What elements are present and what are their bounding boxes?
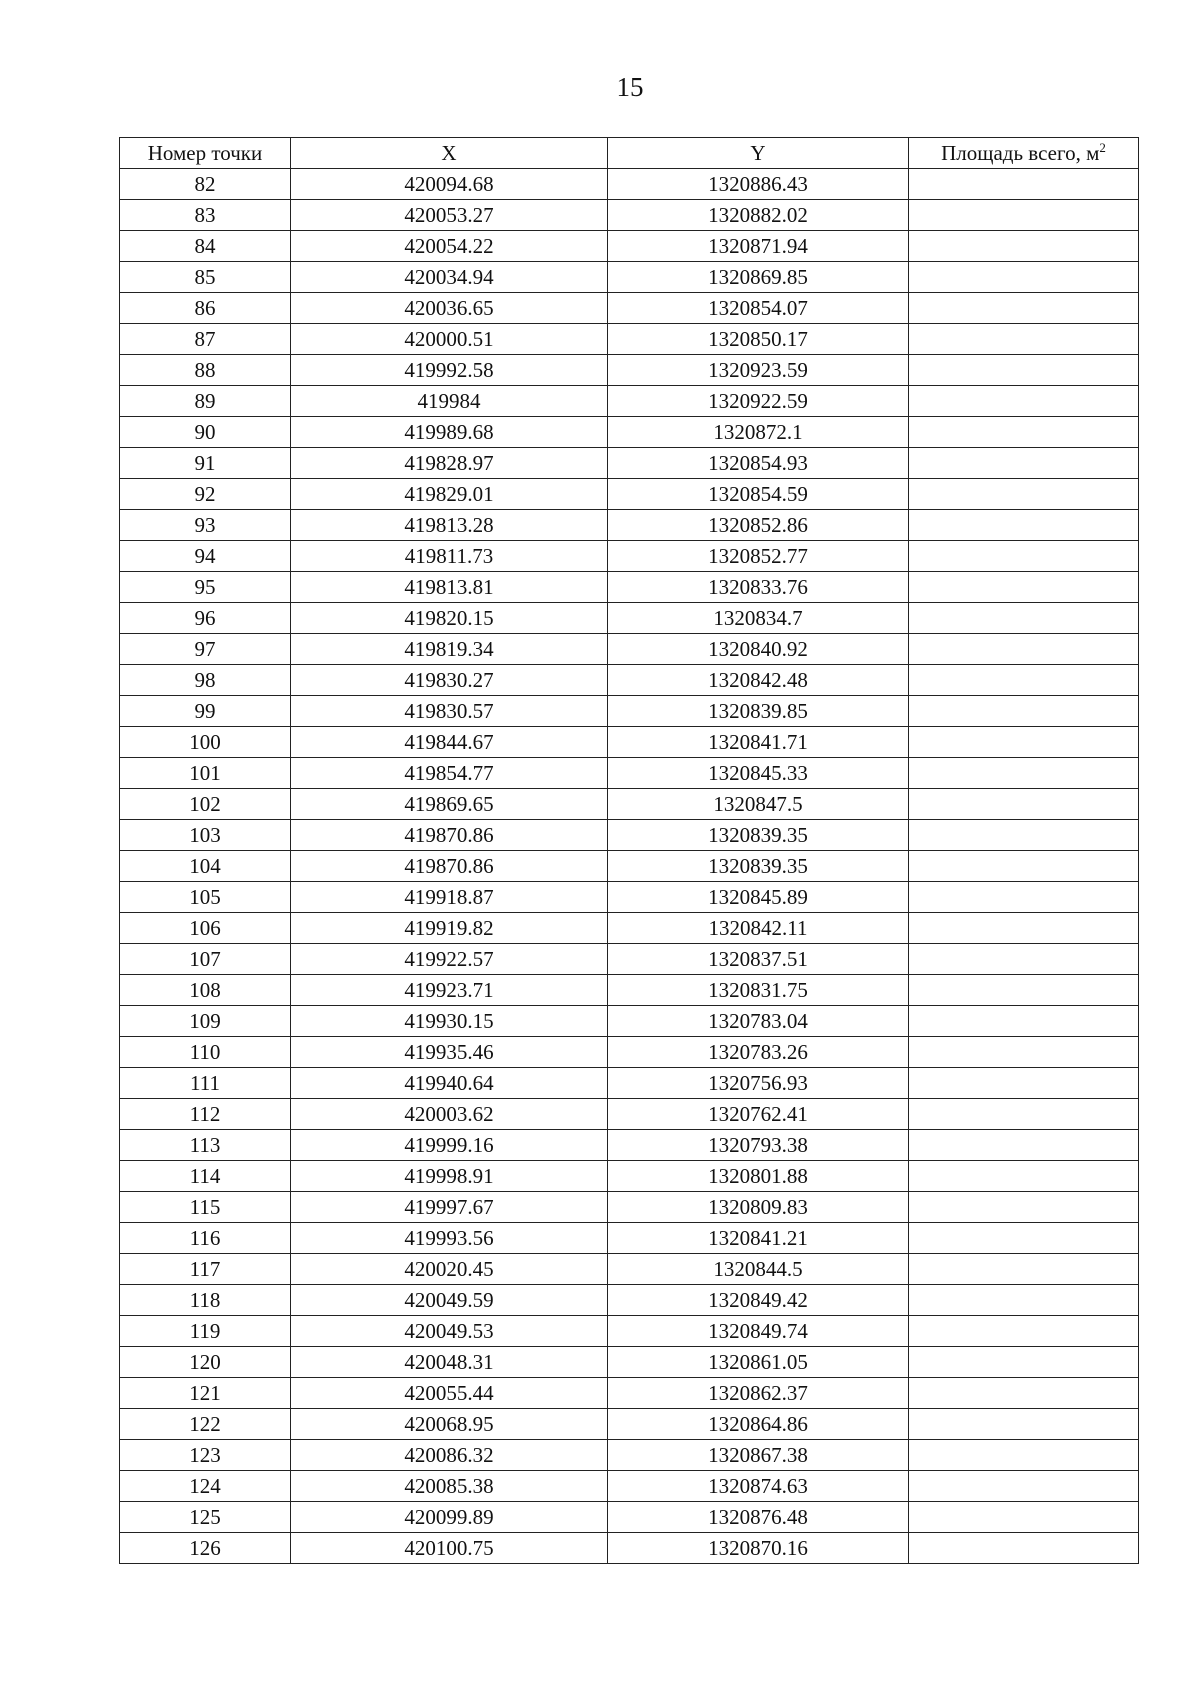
y-cell: 1320849.74 — [608, 1316, 909, 1347]
y-cell: 1320837.51 — [608, 944, 909, 975]
table-row — [120, 262, 1139, 293]
x-cell: 419830.27 — [291, 665, 608, 696]
header-area-label: Площадь всего, м — [941, 141, 1100, 165]
y-cell: 1320876.48 — [608, 1502, 909, 1533]
y-cell: 1320783.04 — [608, 1006, 909, 1037]
x-cell: 419984 — [291, 386, 608, 417]
table-row — [120, 789, 1139, 820]
y-cell: 1320861.05 — [608, 1347, 909, 1378]
table-row — [120, 572, 1139, 603]
point-number-cell: 90 — [120, 417, 291, 448]
table-row — [120, 1130, 1139, 1161]
area-cell — [909, 448, 1139, 479]
area-cell — [909, 1440, 1139, 1471]
y-cell: 1320871.94 — [608, 231, 909, 262]
y-cell: 1320850.17 — [608, 324, 909, 355]
table-row — [120, 665, 1139, 696]
table-row — [120, 1161, 1139, 1192]
area-cell — [909, 1192, 1139, 1223]
table-header-row — [120, 138, 1139, 169]
y-cell: 1320833.76 — [608, 572, 909, 603]
x-cell: 419813.81 — [291, 572, 608, 603]
point-number-cell: 102 — [120, 789, 291, 820]
header-x: X — [291, 138, 608, 169]
area-cell — [909, 1285, 1139, 1316]
coordinates-table — [119, 137, 1139, 1564]
x-cell: 419998.91 — [291, 1161, 608, 1192]
point-number-cell: 84 — [120, 231, 291, 262]
point-number-cell: 89 — [120, 386, 291, 417]
point-number-cell: 95 — [120, 572, 291, 603]
y-cell: 1320869.85 — [608, 262, 909, 293]
table-row — [120, 417, 1139, 448]
area-cell — [909, 541, 1139, 572]
y-cell: 1320841.71 — [608, 727, 909, 758]
table-row — [120, 975, 1139, 1006]
x-cell: 420053.27 — [291, 200, 608, 231]
area-cell — [909, 603, 1139, 634]
point-number-cell: 86 — [120, 293, 291, 324]
point-number-cell: 112 — [120, 1099, 291, 1130]
x-cell: 420085.38 — [291, 1471, 608, 1502]
point-number-cell: 97 — [120, 634, 291, 665]
area-cell — [909, 231, 1139, 262]
x-cell: 419870.86 — [291, 851, 608, 882]
area-cell — [909, 1471, 1139, 1502]
y-cell: 1320839.85 — [608, 696, 909, 727]
y-cell: 1320845.33 — [608, 758, 909, 789]
x-cell: 419918.87 — [291, 882, 608, 913]
point-number-cell: 101 — [120, 758, 291, 789]
header-area — [909, 138, 1139, 169]
area-cell — [909, 851, 1139, 882]
x-cell: 419940.64 — [291, 1068, 608, 1099]
table-row — [120, 1409, 1139, 1440]
area-cell — [909, 417, 1139, 448]
point-number-cell: 87 — [120, 324, 291, 355]
y-cell: 1320854.93 — [608, 448, 909, 479]
x-cell: 419923.71 — [291, 975, 608, 1006]
area-cell — [909, 758, 1139, 789]
y-cell: 1320923.59 — [608, 355, 909, 386]
y-cell: 1320842.48 — [608, 665, 909, 696]
area-cell — [909, 169, 1139, 200]
y-cell: 1320872.1 — [608, 417, 909, 448]
point-number-cell: 98 — [120, 665, 291, 696]
x-cell: 419992.58 — [291, 355, 608, 386]
x-cell: 419919.82 — [291, 913, 608, 944]
x-cell: 419854.77 — [291, 758, 608, 789]
area-cell — [909, 665, 1139, 696]
x-cell: 420048.31 — [291, 1347, 608, 1378]
x-cell: 419819.34 — [291, 634, 608, 665]
x-cell: 420020.45 — [291, 1254, 608, 1285]
table-row — [120, 758, 1139, 789]
y-cell: 1320922.59 — [608, 386, 909, 417]
y-cell: 1320864.86 — [608, 1409, 909, 1440]
point-number-cell: 117 — [120, 1254, 291, 1285]
x-cell: 419820.15 — [291, 603, 608, 634]
table-row — [120, 355, 1139, 386]
y-cell: 1320845.89 — [608, 882, 909, 913]
point-number-cell: 111 — [120, 1068, 291, 1099]
table-row — [120, 1068, 1139, 1099]
table-row — [120, 1285, 1139, 1316]
area-cell — [909, 355, 1139, 386]
table-row — [120, 1316, 1139, 1347]
x-cell: 419930.15 — [291, 1006, 608, 1037]
area-cell — [909, 479, 1139, 510]
area-cell — [909, 1533, 1139, 1564]
table-row — [120, 448, 1139, 479]
x-cell: 419997.67 — [291, 1192, 608, 1223]
x-cell: 420036.65 — [291, 293, 608, 324]
table-row — [120, 882, 1139, 913]
point-number-cell: 108 — [120, 975, 291, 1006]
area-cell — [909, 1099, 1139, 1130]
area-cell — [909, 324, 1139, 355]
y-cell: 1320840.92 — [608, 634, 909, 665]
table-row — [120, 696, 1139, 727]
y-cell: 1320844.5 — [608, 1254, 909, 1285]
y-cell: 1320874.63 — [608, 1471, 909, 1502]
area-cell — [909, 1037, 1139, 1068]
area-cell — [909, 913, 1139, 944]
y-cell: 1320854.59 — [608, 479, 909, 510]
point-number-cell: 106 — [120, 913, 291, 944]
point-number-cell: 114 — [120, 1161, 291, 1192]
table-row — [120, 1378, 1139, 1409]
area-cell — [909, 510, 1139, 541]
point-number-cell: 116 — [120, 1223, 291, 1254]
point-number-cell: 94 — [120, 541, 291, 572]
x-cell: 420068.95 — [291, 1409, 608, 1440]
point-number-cell: 83 — [120, 200, 291, 231]
y-cell: 1320842.11 — [608, 913, 909, 944]
point-number-cell: 103 — [120, 820, 291, 851]
x-cell: 420049.59 — [291, 1285, 608, 1316]
point-number-cell: 92 — [120, 479, 291, 510]
x-cell: 420086.32 — [291, 1440, 608, 1471]
y-cell: 1320852.86 — [608, 510, 909, 541]
table-row — [120, 1192, 1139, 1223]
point-number-cell: 119 — [120, 1316, 291, 1347]
x-cell: 419869.65 — [291, 789, 608, 820]
y-cell: 1320793.38 — [608, 1130, 909, 1161]
point-number-cell: 82 — [120, 169, 291, 200]
point-number-cell: 88 — [120, 355, 291, 386]
table-row — [120, 169, 1139, 200]
x-cell: 420094.68 — [291, 169, 608, 200]
point-number-cell: 91 — [120, 448, 291, 479]
area-cell — [909, 975, 1139, 1006]
table-row — [120, 1254, 1139, 1285]
table-row — [120, 1440, 1139, 1471]
area-cell — [909, 1378, 1139, 1409]
x-cell: 420099.89 — [291, 1502, 608, 1533]
y-cell: 1320882.02 — [608, 200, 909, 231]
point-number-cell: 110 — [120, 1037, 291, 1068]
y-cell: 1320852.77 — [608, 541, 909, 572]
area-cell — [909, 727, 1139, 758]
x-cell: 419813.28 — [291, 510, 608, 541]
point-number-cell: 93 — [120, 510, 291, 541]
y-cell: 1320839.35 — [608, 851, 909, 882]
area-cell — [909, 200, 1139, 231]
y-cell: 1320867.38 — [608, 1440, 909, 1471]
y-cell: 1320862.37 — [608, 1378, 909, 1409]
area-cell — [909, 1254, 1139, 1285]
table-row — [120, 1099, 1139, 1130]
table-row — [120, 944, 1139, 975]
table-row — [120, 293, 1139, 324]
point-number-cell: 120 — [120, 1347, 291, 1378]
y-cell: 1320839.35 — [608, 820, 909, 851]
x-cell: 419829.01 — [291, 479, 608, 510]
y-cell: 1320783.26 — [608, 1037, 909, 1068]
x-cell: 419844.67 — [291, 727, 608, 758]
x-cell: 420034.94 — [291, 262, 608, 293]
area-cell — [909, 1130, 1139, 1161]
x-cell: 420055.44 — [291, 1378, 608, 1409]
point-number-cell: 96 — [120, 603, 291, 634]
y-cell: 1320809.83 — [608, 1192, 909, 1223]
area-cell — [909, 1502, 1139, 1533]
table-row — [120, 820, 1139, 851]
point-number-cell: 124 — [120, 1471, 291, 1502]
point-number-cell: 104 — [120, 851, 291, 882]
y-cell: 1320854.07 — [608, 293, 909, 324]
point-number-cell: 122 — [120, 1409, 291, 1440]
area-cell — [909, 572, 1139, 603]
point-number-cell: 113 — [120, 1130, 291, 1161]
point-number-cell: 115 — [120, 1192, 291, 1223]
x-cell: 420054.22 — [291, 231, 608, 262]
table-row — [120, 324, 1139, 355]
point-number-cell: 121 — [120, 1378, 291, 1409]
table-row — [120, 541, 1139, 572]
table-row — [120, 1471, 1139, 1502]
table-row — [120, 510, 1139, 541]
y-cell: 1320762.41 — [608, 1099, 909, 1130]
x-cell: 420049.53 — [291, 1316, 608, 1347]
area-cell — [909, 789, 1139, 820]
table-row — [120, 1347, 1139, 1378]
x-cell: 419993.56 — [291, 1223, 608, 1254]
point-number-cell: 126 — [120, 1533, 291, 1564]
header-y: Y — [608, 138, 909, 169]
area-cell — [909, 386, 1139, 417]
point-number-cell: 125 — [120, 1502, 291, 1533]
area-cell — [909, 1161, 1139, 1192]
point-number-cell: 123 — [120, 1440, 291, 1471]
area-cell — [909, 944, 1139, 975]
area-cell — [909, 634, 1139, 665]
y-cell: 1320886.43 — [608, 169, 909, 200]
y-cell: 1320801.88 — [608, 1161, 909, 1192]
table-row — [120, 1037, 1139, 1068]
area-cell — [909, 696, 1139, 727]
y-cell: 1320834.7 — [608, 603, 909, 634]
table-row — [120, 1006, 1139, 1037]
x-cell: 419811.73 — [291, 541, 608, 572]
table-row — [120, 634, 1139, 665]
y-cell: 1320870.16 — [608, 1533, 909, 1564]
area-cell — [909, 882, 1139, 913]
y-cell: 1320847.5 — [608, 789, 909, 820]
point-number-cell: 85 — [120, 262, 291, 293]
table-row — [120, 603, 1139, 634]
area-cell — [909, 1316, 1139, 1347]
point-number-cell: 109 — [120, 1006, 291, 1037]
area-cell — [909, 820, 1139, 851]
table-row — [120, 1223, 1139, 1254]
area-cell — [909, 1347, 1139, 1378]
header-point-number: Номер точки — [120, 138, 291, 169]
x-cell: 419989.68 — [291, 417, 608, 448]
table-row — [120, 851, 1139, 882]
table-row — [120, 1502, 1139, 1533]
table-row — [120, 231, 1139, 262]
point-number-cell: 99 — [120, 696, 291, 727]
page-number: 15 — [616, 72, 644, 102]
area-cell — [909, 1409, 1139, 1440]
x-cell: 420003.62 — [291, 1099, 608, 1130]
point-number-cell: 100 — [120, 727, 291, 758]
area-cell — [909, 1006, 1139, 1037]
y-cell: 1320849.42 — [608, 1285, 909, 1316]
table-row — [120, 386, 1139, 417]
table-row — [120, 479, 1139, 510]
table-row — [120, 1533, 1139, 1564]
table-row — [120, 200, 1139, 231]
area-cell — [909, 293, 1139, 324]
area-cell — [909, 262, 1139, 293]
x-cell: 419828.97 — [291, 448, 608, 479]
area-cell — [909, 1223, 1139, 1254]
area-cell — [909, 1068, 1139, 1099]
x-cell: 419935.46 — [291, 1037, 608, 1068]
point-number-cell: 107 — [120, 944, 291, 975]
x-cell: 419870.86 — [291, 820, 608, 851]
x-cell: 419922.57 — [291, 944, 608, 975]
x-cell: 419830.57 — [291, 696, 608, 727]
x-cell: 420000.51 — [291, 324, 608, 355]
y-cell: 1320831.75 — [608, 975, 909, 1006]
header-area-superscript: 2 — [1099, 140, 1106, 155]
x-cell: 419999.16 — [291, 1130, 608, 1161]
point-number-cell: 105 — [120, 882, 291, 913]
table-row — [120, 913, 1139, 944]
table-row — [120, 727, 1139, 758]
point-number-cell: 118 — [120, 1285, 291, 1316]
y-cell: 1320756.93 — [608, 1068, 909, 1099]
x-cell: 420100.75 — [291, 1533, 608, 1564]
y-cell: 1320841.21 — [608, 1223, 909, 1254]
